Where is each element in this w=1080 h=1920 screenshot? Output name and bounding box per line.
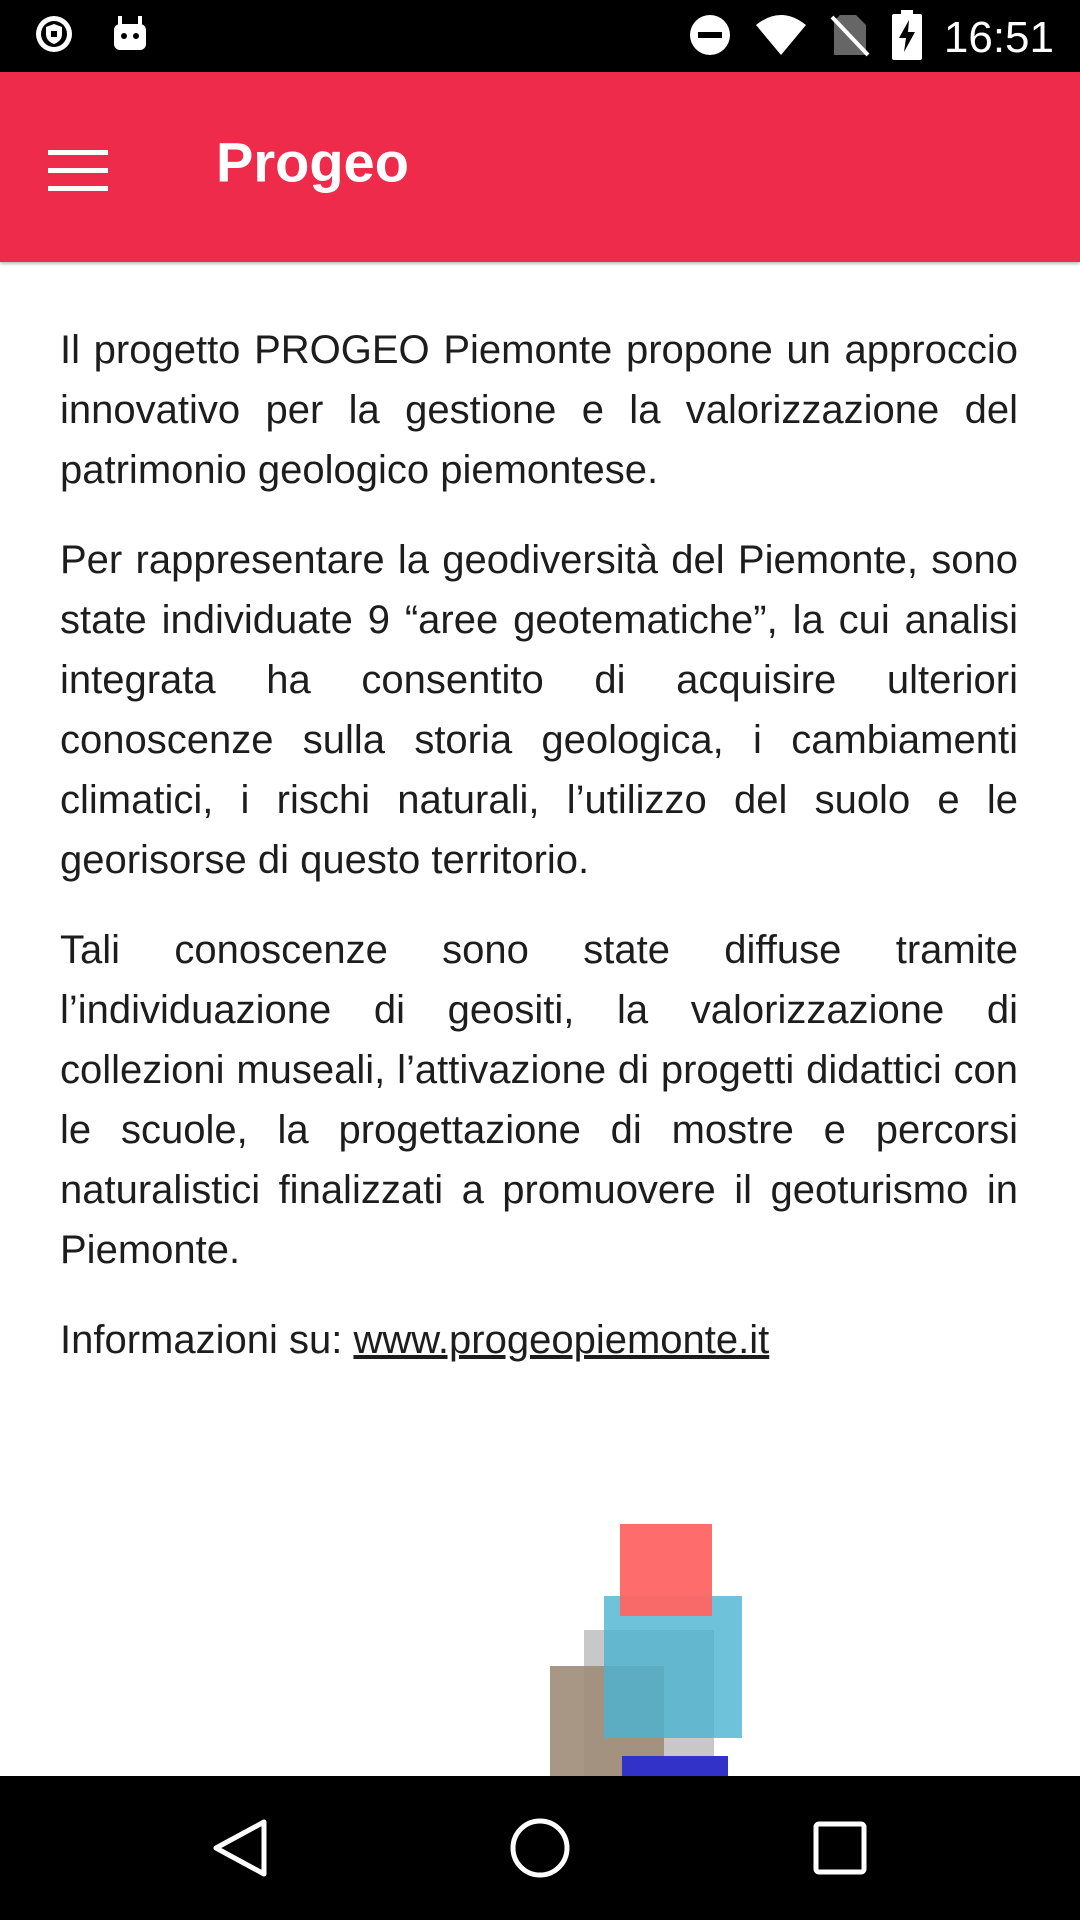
app-bar: [0, 72, 1080, 262]
progeo-logo: [550, 1520, 750, 1776]
status-time: 16:51: [943, 12, 1054, 62]
android-debug-icon: [110, 14, 150, 59]
status-bar: [0, 0, 1080, 72]
dissemination-paragraph: Tali conoscenze sono state diffuse tramite l’individuazione di geositi, la valorizzazione di collezioni museali, l’attivazione di progetti didattici con le scuole, la progettazione di mostre e percorsi naturalistici finalizzati a promuovere il geoturismo in Piemonte.: [60, 928, 1018, 1272]
home-button[interactable]: [490, 1800, 590, 1896]
geodiversity-paragraph: Per rappresentare la geodiversità del Piemonte, sono state individuate 9 “aree geotematiche”, la cui analisi integrata ha consentito di acquisire ulteriori conoscenze sulla storia geologica, i cambiamenti climatici, i rischi naturali, l’utilizzo del suolo e le georisorse di questo territorio.: [60, 538, 1018, 882]
website-link[interactable]: www.progeopiemonte.it: [353, 1318, 770, 1362]
home-circle-icon: [508, 1816, 572, 1880]
intro-paragraph: Il progetto PROGEO Piemonte propone un approccio innovativo per la gestione e la valorizzazione del patrimonio geologico piemontese.: [60, 328, 1018, 492]
back-button[interactable]: [190, 1800, 290, 1896]
wifi-icon: [754, 13, 808, 62]
hamburger-menu-icon: [48, 150, 108, 155]
menu-button[interactable]: [36, 132, 120, 204]
no-sim-icon: [830, 13, 870, 62]
info-line: [60, 1310, 1018, 1370]
do-not-disturb-icon: [688, 13, 732, 62]
hamburger-line: [48, 186, 108, 191]
battery-charging-icon: [892, 10, 922, 65]
main-content: [60, 320, 1018, 1400]
status-left-icons: [34, 14, 150, 59]
info-prefix: Informazioni su:: [60, 1318, 354, 1362]
back-triangle-icon: [210, 1816, 270, 1880]
app-title: Progeo: [216, 130, 409, 194]
recents-square-icon: [812, 1820, 868, 1876]
vpn-shield-icon: [34, 14, 74, 59]
recents-button[interactable]: [790, 1800, 890, 1896]
navigation-bar: [0, 1776, 1080, 1920]
status-right-icons: [688, 10, 1054, 65]
hamburger-line: [48, 168, 108, 173]
